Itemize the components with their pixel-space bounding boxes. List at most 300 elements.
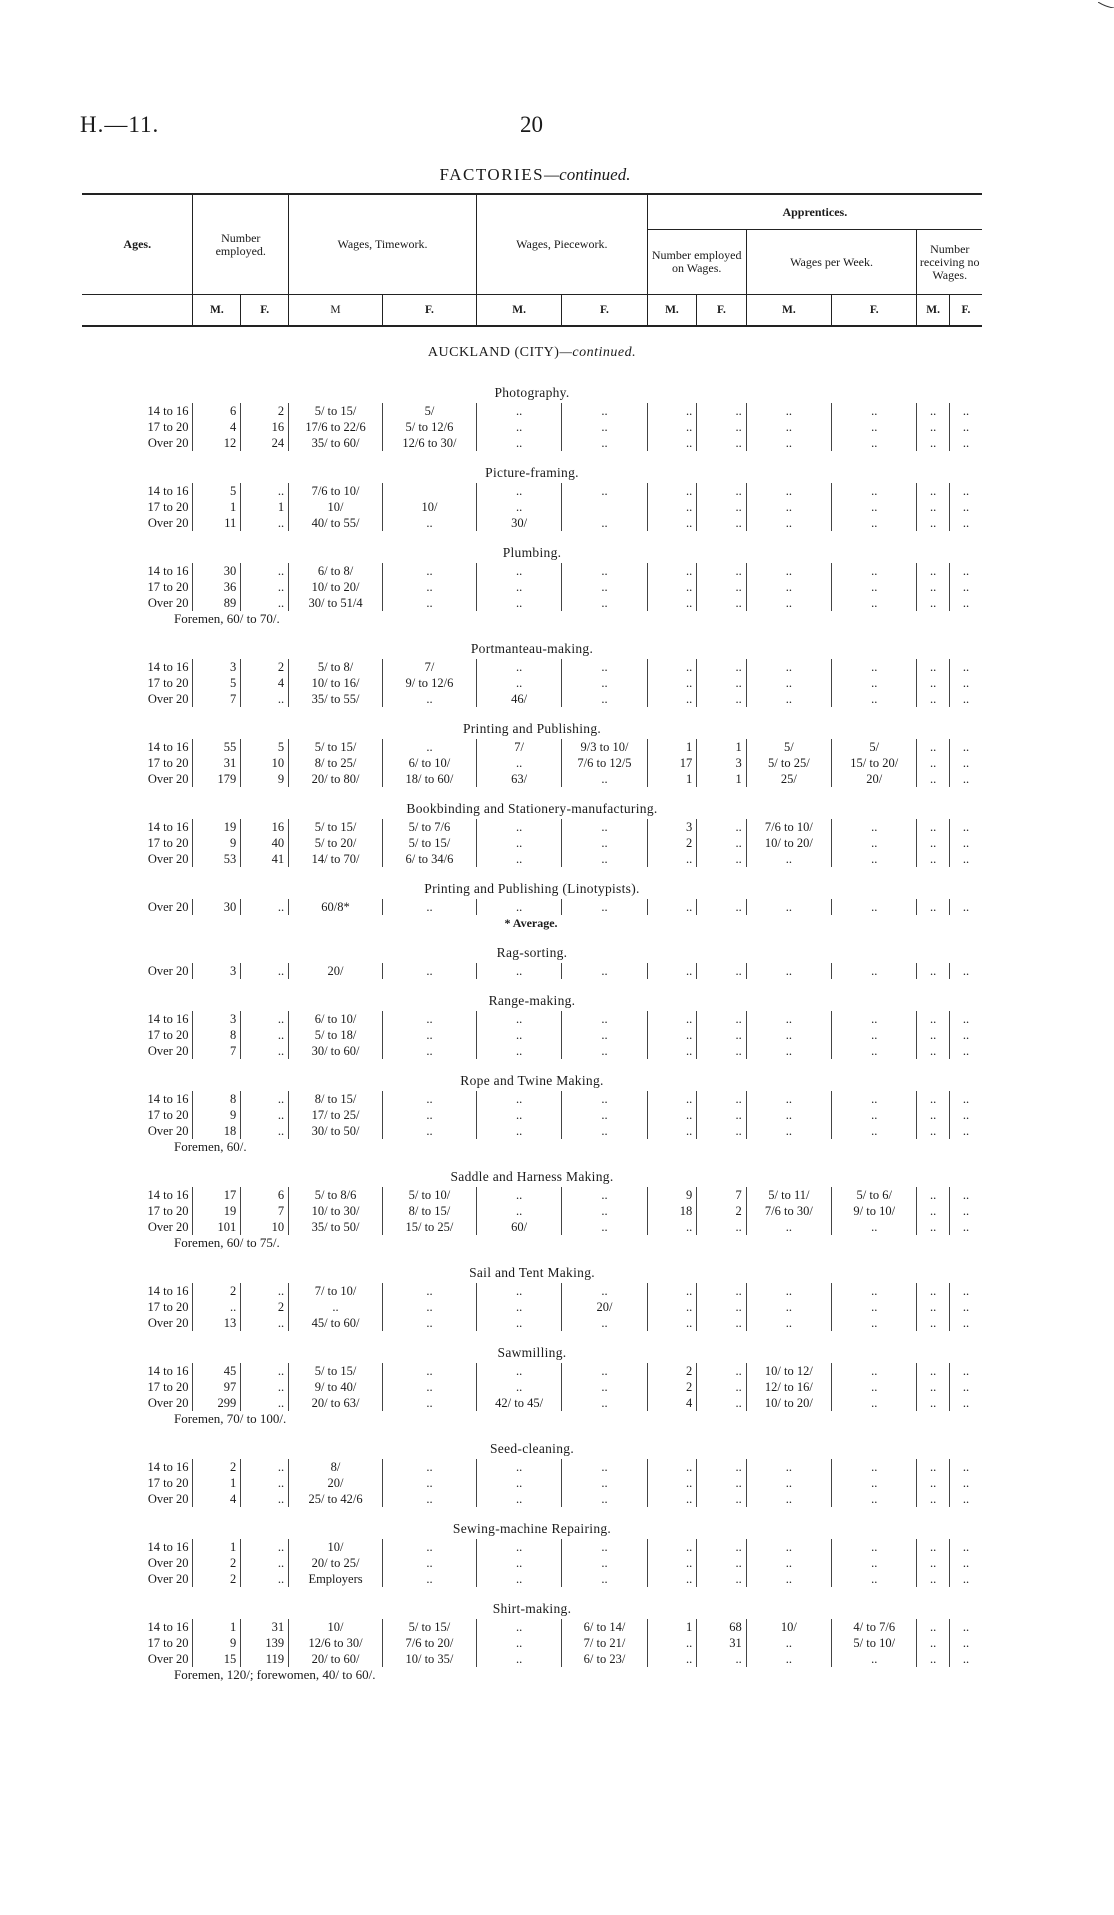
table-cell: .. [697,1107,747,1123]
age-cell: Over 20 [147,436,189,450]
table-cell: .. [697,1011,747,1027]
table-cell: 10/ [382,499,476,515]
table-cell: .. [949,563,982,579]
table-cell: .. [949,499,982,515]
table-cell: .. [241,899,289,915]
age-cell: Over 20 [147,596,189,610]
table-cell: .. [917,1315,949,1331]
table-cell: .. [697,1283,747,1299]
table-cell: .. [697,963,747,979]
table-cell: 31 [241,1619,289,1635]
table-cell: 42/ to 45/ [476,1395,561,1411]
table-cell: .. [562,899,647,915]
table-cell: .. [382,899,476,915]
table-cell: 15 [193,1651,241,1667]
table-cell: .. [647,1123,697,1139]
table-cell: .. [562,435,647,451]
table-cell: .. [697,1123,747,1139]
age-cell: 17 to 20 [147,676,189,690]
table-cell: .. [917,1395,949,1411]
table-cell: .. [697,499,747,515]
table-cell: .. [562,1459,647,1475]
table-cell: 139 [241,1635,289,1651]
table-cell: .. [241,483,289,499]
trade-heading: Portmanteau-making. [470,641,594,656]
table-cell: 30/ to 60/ [289,1043,383,1059]
table-cell: 6/ to 23/ [562,1651,647,1667]
trade-heading: Seed-cleaning. [489,1441,575,1456]
table-cell: .. [647,1539,697,1555]
table-cell: .. [832,595,917,611]
age-cell: 14 to 16 [147,564,189,578]
table-cell: .. [562,1187,647,1203]
table-cell: .. [241,1475,289,1491]
table-cell: .. [917,563,949,579]
table-cell: .. [476,659,561,675]
table-cell: 5/ [832,739,917,755]
table-cell: .. [917,1539,949,1555]
table-cell: .. [382,1043,476,1059]
table-cell: .. [832,1555,917,1571]
table-cell: 5/ to 6/ [832,1187,917,1203]
table-cell: .. [746,659,831,675]
table-row [82,1203,982,1219]
table-cell: .. [746,579,831,595]
table-cell: 1 [647,771,697,787]
table-cell: .. [917,1203,949,1219]
table-cell: .. [647,1555,697,1571]
table-row [82,1459,982,1475]
table-cell: 18 [193,1123,241,1139]
age-cell: 17 to 20 [147,1204,189,1218]
table-cell: .. [746,1635,831,1651]
table-cell: 35/ to 50/ [289,1219,383,1235]
table-cell: .. [832,1043,917,1059]
table-cell: 7 [241,1203,289,1219]
table-cell: .. [917,835,949,851]
table-cell: .. [917,1635,949,1651]
table-row [82,1123,982,1139]
table-cell: .. [746,899,831,915]
table-cell: .. [949,659,982,675]
table-cell: .. [382,1283,476,1299]
table-cell: .. [241,1283,289,1299]
age-cell: 17 to 20 [147,580,189,594]
foremen-note: Foremen, 120/; forewomen, 40/ to 60/. [174,1667,376,1682]
table-cell: .. [562,851,647,867]
table-cell: .. [289,1299,383,1315]
table-cell: 4 [193,419,241,435]
trade-heading: Printing and Publishing. [462,721,602,736]
foremen-note: Foremen, 60/ to 75/. [174,1235,280,1250]
foremen-note-row [82,611,982,627]
table-cell: 25/ [746,771,831,787]
table-cell: .. [917,435,949,451]
table-cell: .. [647,515,697,531]
table-cell: .. [917,819,949,835]
age-cell: Over 20 [147,852,189,866]
table-row [82,1299,982,1315]
table-cell: .. [647,1315,697,1331]
table-row [82,1539,982,1555]
table-cell: 4 [241,675,289,691]
table-cell: .. [647,1283,697,1299]
table-cell: 55 [193,739,241,755]
table-cell: 5 [241,739,289,755]
table-cell: .. [476,1459,561,1475]
table-cell: .. [647,1651,697,1667]
table-cell: .. [382,1123,476,1139]
document-reference: H.—11. [80,112,160,137]
table-cell: .. [382,1491,476,1507]
table-cell: .. [562,771,647,787]
table-cell: 20/ [832,771,917,787]
table-cell: 16 [241,419,289,435]
age-cell: 14 to 16 [147,1540,189,1554]
table-cell: 10/ to 20/ [746,835,831,851]
table-cell: .. [832,1475,917,1491]
table-cell: 12/6 to 30/ [289,1635,383,1651]
table-cell: 3 [193,963,241,979]
table-row [82,1027,982,1043]
table-cell: .. [746,1475,831,1491]
table-cell: .. [476,579,561,595]
table-row [82,419,982,435]
table-cell: .. [697,1539,747,1555]
table-row [82,595,982,611]
table-cell: .. [476,963,561,979]
table-cell: 9/ to 12/6 [382,675,476,691]
table-cell: 30/ [476,515,561,531]
col-appr-nowages: Number receiving no Wages. [917,230,982,295]
table-cell: 9 [193,835,241,851]
foremen-note-row [82,1235,982,1251]
table-cell: .. [949,1123,982,1139]
table-cell: .. [562,819,647,835]
age-cell: Over 20 [147,1572,189,1586]
table-cell: .. [832,659,917,675]
table-cell: .. [476,563,561,579]
table-cell: 9/ to 10/ [832,1203,917,1219]
table-row [82,691,982,707]
table-cell: .. [647,563,697,579]
table-cell: .. [562,675,647,691]
table-cell: .. [949,755,982,771]
trade-heading: Rope and Twine Making. [460,1073,604,1088]
table-cell: .. [697,435,747,451]
table-cell: .. [647,1491,697,1507]
col-wages-piecework: Wages, Piecework. [476,194,647,295]
age-cell: 17 to 20 [147,756,189,770]
foremen-note-row [82,1411,982,1427]
table-cell: 2 [697,1203,747,1219]
table-cell: .. [476,1091,561,1107]
trade-heading: Photography. [494,385,570,400]
table-cell: 6/ to 8/ [289,563,383,579]
col-m: M. [746,295,831,327]
table-cell: .. [476,483,561,499]
table-row [82,1107,982,1123]
table-cell: .. [647,963,697,979]
table-row [82,579,982,595]
table-row [82,515,982,531]
trade-heading-row [82,1251,982,1283]
foremen-note-row [82,1667,982,1683]
table-cell: .. [382,563,476,579]
table-cell: .. [832,499,917,515]
table-cell: 6/ to 34/6 [382,851,476,867]
table-cell: .. [697,1555,747,1571]
table-row [82,1619,982,1635]
table-cell: .. [832,1651,917,1667]
table-cell: .. [382,1395,476,1411]
table-cell: 11 [193,515,241,531]
table-cell: .. [476,1315,561,1331]
table-cell: 7 [193,1043,241,1059]
trade-heading: Picture-framing. [485,465,579,480]
table-cell: .. [647,1475,697,1491]
city-heading-row [82,326,982,371]
table-cell: .. [949,1539,982,1555]
table-cell: .. [832,1379,917,1395]
table-cell: .. [949,595,982,611]
table-cell: .. [917,1571,949,1587]
col-m: M. [647,295,697,327]
table-cell: 12/ to 16/ [746,1379,831,1395]
table-cell: .. [746,1107,831,1123]
table-cell: .. [697,899,747,915]
table-cell: 7/6 to 30/ [746,1203,831,1219]
table-cell: 179 [193,771,241,787]
table-cell: .. [647,691,697,707]
trade-heading: Sewing-machine Repairing. [452,1521,612,1536]
table-cell: .. [647,403,697,419]
table-row [82,1635,982,1651]
factories-table [82,193,982,1683]
table-cell: .. [476,1635,561,1651]
table-cell: 2 [241,403,289,419]
table-cell: .. [917,499,949,515]
table-cell: .. [476,899,561,915]
table-cell: 7/ to 10/ [289,1283,383,1299]
table-cell: 10 [241,1219,289,1235]
table-cell: 45 [193,1363,241,1379]
table-cell: .. [746,499,831,515]
table-cell: .. [949,1635,982,1651]
table-cell: .. [697,675,747,691]
trade-heading: Sawmilling. [497,1345,567,1360]
table-cell: 5/ to 10/ [382,1187,476,1203]
table-cell: 5/ to 20/ [289,835,383,851]
table-cell: .. [832,1459,917,1475]
table-cell: .. [949,819,982,835]
table-cell: .. [917,483,949,499]
table-cell: .. [917,771,949,787]
table-cell: .. [832,419,917,435]
table-cell: .. [647,1043,697,1059]
table-cell: .. [562,563,647,579]
age-cell: 14 to 16 [147,740,189,754]
table-row [82,1475,982,1491]
table-cell: 1 [193,1619,241,1635]
table-row [82,851,982,867]
table-cell: .. [832,851,917,867]
table-cell: 3 [697,755,747,771]
table-cell: 30 [193,563,241,579]
trade-heading-row [82,787,982,819]
table-row [82,1555,982,1571]
table-cell: .. [697,1395,747,1411]
table-cell: .. [949,515,982,531]
table-cell: .. [647,1635,697,1651]
table-row [82,819,982,835]
table-cell: 299 [193,1395,241,1411]
table-row [82,1491,982,1507]
table-cell: 17 [193,1187,241,1203]
table-cell: 20/ [289,1475,383,1491]
table-cell: .. [562,1491,647,1507]
table-row [82,483,982,499]
age-cell: 17 to 20 [147,1380,189,1394]
table-cell: 10/ to 20/ [289,579,383,595]
table-cell: 1 [193,1475,241,1491]
col-f: F. [832,295,917,327]
table-cell: .. [917,675,949,691]
table-cell [562,499,647,515]
table-cell: .. [647,1091,697,1107]
trade-heading-row [82,1587,982,1619]
table-cell: 6/ to 14/ [562,1619,647,1635]
table-cell: .. [746,1555,831,1571]
table-cell: 10/ [289,1619,383,1635]
footnote-row [82,915,982,931]
table-cell: .. [476,835,561,851]
table-cell: 40 [241,835,289,851]
table-cell: .. [476,819,561,835]
table-cell: .. [917,963,949,979]
table-cell: 12 [193,435,241,451]
table-cell: 18 [647,1203,697,1219]
table-cell: .. [697,1475,747,1491]
table-cell: .. [647,1571,697,1587]
table-row [82,1571,982,1587]
table-cell: .. [949,1459,982,1475]
age-cell: 17 to 20 [147,1108,189,1122]
table-cell: 20/ to 63/ [289,1395,383,1411]
table-cell: .. [647,1011,697,1027]
age-cell: 14 to 16 [147,1092,189,1106]
table-cell: .. [241,963,289,979]
table-cell: .. [647,579,697,595]
table-cell: .. [241,595,289,611]
table-cell: 5/ to 25/ [746,755,831,771]
table-cell: 7/6 to 20/ [382,1635,476,1651]
table-cell: .. [949,1091,982,1107]
table-cell: .. [832,1539,917,1555]
table-cell: .. [562,659,647,675]
table-cell: .. [562,1219,647,1235]
table-cell: 10/ to 30/ [289,1203,383,1219]
table-row [82,1363,982,1379]
table-cell: .. [917,595,949,611]
table-cell: .. [562,1027,647,1043]
table-cell: .. [697,851,747,867]
table-cell: 5/ to 15/ [382,835,476,851]
age-cell: 17 to 20 [147,1636,189,1650]
table-cell: .. [241,1571,289,1587]
table-cell: .. [697,563,747,579]
table-cell: 30/ to 51/4 [289,595,383,611]
table-cell: .. [832,1363,917,1379]
age-cell: Over 20 [147,900,189,914]
table-cell: .. [746,1283,831,1299]
table-cell: 4 [647,1395,697,1411]
table-cell: .. [949,1619,982,1635]
table-cell: .. [949,1491,982,1507]
table-row [82,1091,982,1107]
trade-heading-row [82,627,982,659]
table-cell: .. [949,739,982,755]
table-cell: .. [832,1123,917,1139]
table-cell: 5/ to 12/6 [382,419,476,435]
table-cell: .. [382,1475,476,1491]
table-cell: 8/ to 15/ [382,1203,476,1219]
table-cell: .. [382,1315,476,1331]
table-cell: .. [949,851,982,867]
table-cell: .. [832,819,917,835]
table-cell: .. [697,1363,747,1379]
table-cell: .. [241,1395,289,1411]
table-cell: .. [647,419,697,435]
table-cell: .. [697,579,747,595]
table-cell: 7/ to 21/ [562,1635,647,1651]
table-cell: 8 [193,1027,241,1043]
col-m: M. [193,295,241,327]
col-ages-sub [82,295,193,327]
table-cell: .. [917,1011,949,1027]
table-cell: 3 [193,1011,241,1027]
table-cell: .. [949,1475,982,1491]
table-cell: 20/ to 25/ [289,1555,383,1571]
table-cell: 13 [193,1315,241,1331]
table-cell: .. [949,899,982,915]
table-cell: .. [241,1539,289,1555]
trade-heading: Rag-sorting. [496,945,568,960]
col-apprentices: Apprentices. [647,194,982,230]
table-cell: .. [746,1651,831,1667]
table-cell: .. [562,1107,647,1123]
table-cell: 5/ to 18/ [289,1027,383,1043]
table-cell: .. [832,1315,917,1331]
table-cell: .. [562,1363,647,1379]
age-cell: 17 to 20 [147,1300,189,1314]
table-cell: .. [382,691,476,707]
table-cell: .. [949,1379,982,1395]
table-cell: 12/6 to 30/ [382,435,476,451]
table-cell: 6 [241,1187,289,1203]
table-cell: .. [917,659,949,675]
table-cell: .. [746,403,831,419]
table-row [82,755,982,771]
table-cell: .. [746,1011,831,1027]
corner-mark [1098,2,1114,8]
table-cell: .. [476,1043,561,1059]
table-cell: .. [476,1203,561,1219]
foremen-note: Foremen, 60/ to 70/. [174,611,280,626]
table-row [82,499,982,515]
table-cell: .. [382,595,476,611]
table-cell: .. [476,1475,561,1491]
